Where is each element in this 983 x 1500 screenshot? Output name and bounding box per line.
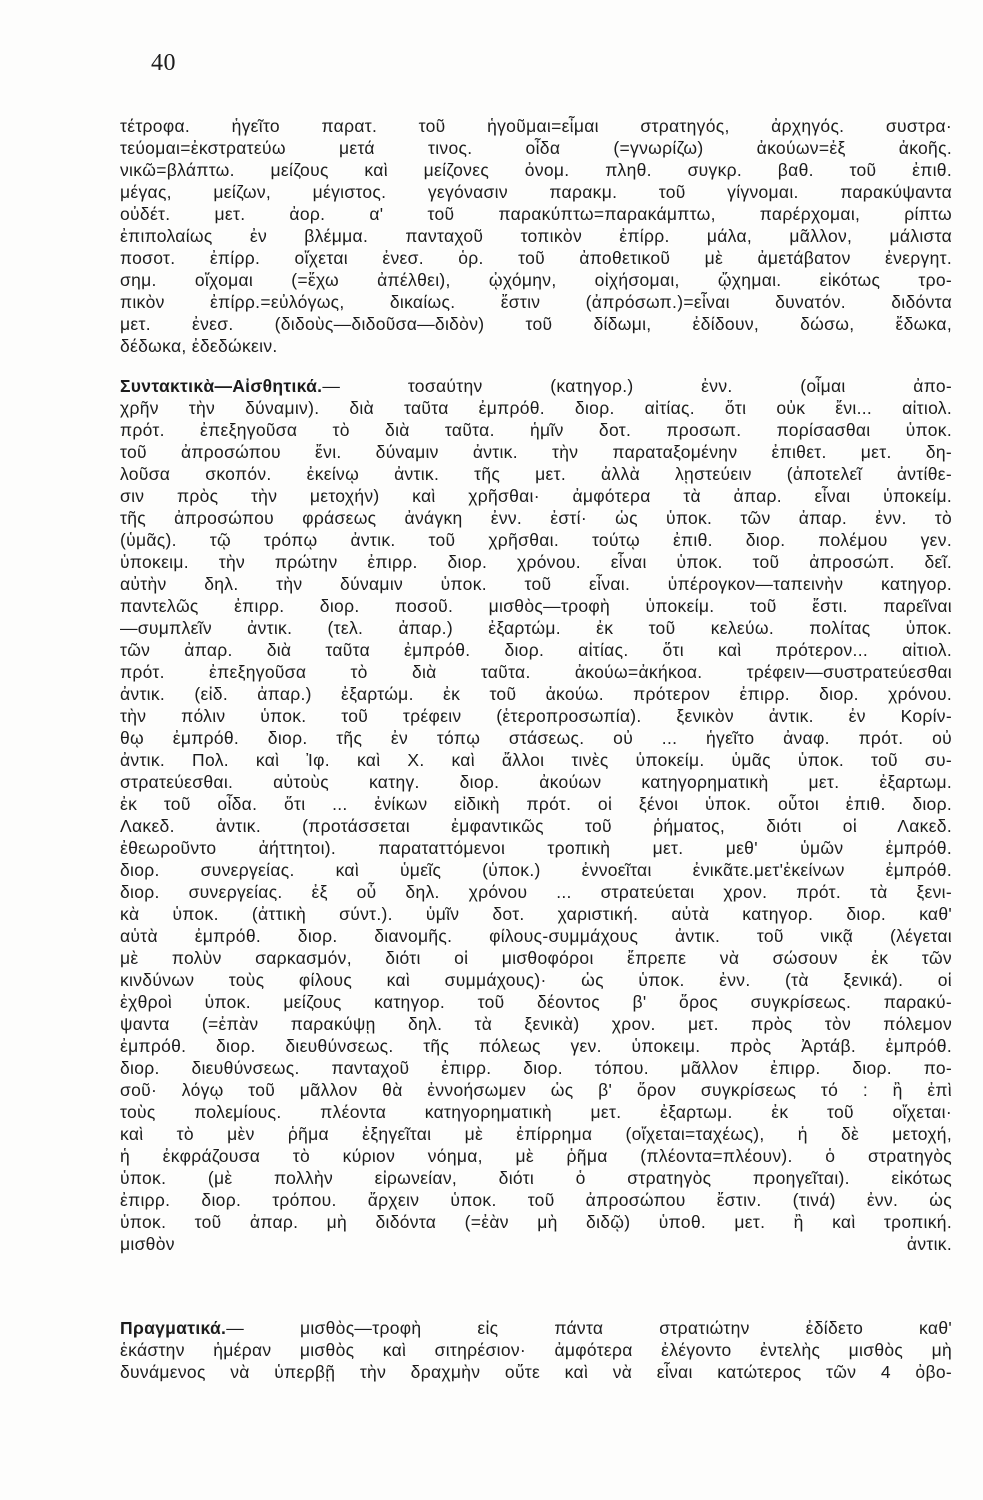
text-line: σημ. οἴχομαι (=ἔχω ἀπέλθει), ᾠχόμην, οἰχήσομαι, ᾤχημαι. εἰκότως τρο- [120, 270, 952, 290]
section-heading: Συντακτικὰ—Αἰσθητικά. [120, 376, 323, 396]
text-line: ἀντικ. Πολ. καὶ Ἰφ. καὶ Χ. καὶ ἄλλοι τινὲς ὑποκείμ. ὑμᾶς ὑποκ. τοῦ συ- [120, 750, 952, 770]
text-line: ἑκάστην ἡμέραν μισθὸς καὶ σιτηρέσιον· ἀμφότερα ἐλέγοντο ἐντελὴς μισθὸς μὴ [120, 1340, 952, 1360]
text-line: ἐθεωροῦντο ἀήττητοι). παραταττόμενοι τροπικὴ μετ. μεθ' ὑμῶν ἐμπρόθ. [120, 838, 952, 858]
text-line: σοῦ· λόγῳ τοῦ μᾶλλον θὰ ἐννοήσωμεν ὡς β' ὅρον συγκρίσεως τό : ἢ ἐπὶ [120, 1080, 952, 1100]
text-line: μέγας, μείζων, μέγιστος. γεγόνασιν παρακμ. τοῦ γίγνομαι. παρακύψαντα [120, 182, 952, 202]
text-line: δυνάμενος νὰ ὑπερβῇ τὴν δραχμὴν οὔτε καὶ νὰ εἶναι κατώτερος τῶν 4 ὀβο- [120, 1362, 952, 1382]
text-line: ἀντικ. (εἰδ. ἀπαρ.) ἐξαρτώμ. ἐκ τοῦ ἀκούω. πρότερον ἐπιρρ. διορ. χρόνου. [120, 684, 952, 704]
text-line: ἐπιπολαίως ἐν βλέμμα. πανταχοῦ τοπικὸν ἐπίρρ. μάλα, μᾶλλον, μάλιστα [120, 226, 952, 246]
text-line: ἐκ τοῦ οἶδα. ὅτι ... ἐνίκων εἰδικὴ πρότ. οἱ ξένοι ὑποκ. οὗτοι ἐπιθ. διορ. [120, 794, 952, 814]
text-line: τέτροφα. ἡγεῖτο παρατ. τοῦ ἡγοῦμαι=εἶμαι στρατηγός, ἀρχηγός. συστρα· [120, 116, 952, 136]
text-line: δέδωκα, ἐδεδώκειν. [120, 336, 278, 356]
text-line: Λακεδ. ἀντικ. (προτάσσεται ἐμφαντικῶς τοῦ ῥήματος, διότι οἱ Λακεδ. [120, 816, 952, 836]
page-number: 40 [151, 50, 176, 76]
text-line: κὰ ὑποκ. (ἀττικὴ σύντ.). ὑμῖν δοτ. χαριστική. αὐτὰ κατηγορ. διορ. καθ' [120, 904, 952, 924]
text-line: ἐπιρρ. διορ. τρόπου. ἄρχειν ὑποκ. τοῦ ἀπροσώπου ἔστιν. (τινά) ἐνν. ὡς [120, 1190, 952, 1210]
text-line: μὲ πολὺν σαρκασμόν, διότι οἱ μισθοφόροι ἔπρεπε νὰ σώσουν ἐκ τῶν [120, 948, 952, 968]
text-line: ὑποκ. τοῦ ἀπαρ. μὴ διδόντα (=ἐὰν μὴ διδῷ) ὑποθ. μετ. ἢ καὶ τροπική. [120, 1212, 952, 1232]
text-line: λοῦσα σκοπόν. ἐκείνῳ ἀντικ. τῆς μετ. ἀλλὰ λῃστεύειν (ἀποτελεῖ ἀντίθε- [120, 464, 952, 484]
text-line: τὴν πόλιν ὑποκ. τοῦ τρέφειν (ἑτεροπροσωπία). ξενικὸν ἀντικ. ἐν Κορίν- [120, 706, 952, 726]
text-line: αὐτὴν δηλ. τὴν δύναμιν ὑποκ. τοῦ εἶναι. ὑπέρογκον—ταπεινὴν κατηγορ. [120, 574, 952, 594]
text-line: νικῶ=βλάπτω. μείζους καὶ μείζονες ὀνομ. πληθ. συγκρ. βαθ. τοῦ ἐπιθ. [120, 160, 952, 180]
text-line: πρότ. ἐπεξηγοῦσα τὸ διὰ ταῦτα. ἡμῖν δοτ. προσωπ. πορίσασθαι ὑποκ. [120, 420, 952, 440]
text-line: σιν πρὸς τὴν μετοχήν) καὶ χρῆσθαι· ἀμφότερα τὰ ἀπαρ. εἶναι ὑποκείμ. [120, 486, 952, 506]
text-line: ψαντα (=ἐπὰν παρακύψῃ δηλ. τὰ ξενικὰ) χρον. μετ. πρὸς τὸν πόλεμον [120, 1014, 952, 1034]
text-line: ἐμπρόθ. διορ. διευθύνσεως. τῆς πόλεως γεν. ὑποκειμ. πρὸς Ἀρτάβ. ἐμπρόθ. [120, 1036, 952, 1056]
text-line: παντελῶς ἐπιρρ. διορ. ποσοῦ. μισθὸς—τροφὴ ὑποκείμ. τοῦ ἔστι. παρεῖναι [120, 596, 952, 616]
text-line: αὑτὰ ἐμπρόθ. διορ. διανομῆς. φίλους-συμμάχους ἀντικ. τοῦ νικᾷ (λέγεται [120, 926, 952, 946]
text-line: στρατεύεσθαι. αὐτοὺς κατηγ. διορ. ἀκούων κατηγορηματικὴ μετ. ἐξαρτωμ. [120, 772, 952, 792]
text-line: ἐχθροὶ ὑποκ. μείζους κατηγορ. τοῦ δέοντος β' ὅρος συγκρίσεως. παρακύ- [120, 992, 952, 1012]
section-heading: Πραγματικά. [120, 1318, 227, 1338]
text-line: τῶν ἀπαρ. διὰ ταῦτα ἐμπρόθ. διορ. αἰτίας. ὅτι καὶ πρότερον... αἰτιολ. [120, 640, 952, 660]
text-line: πρότ. ἐπεξηγοῦσα τὸ διὰ ταῦτα. ἀκούω=ἀκήκοα. τρέφειν—συστρατεύεσθαι [120, 662, 952, 682]
text-line: τῆς ἀπροσώπου φράσεως ἀνάγκη ἐνν. ἐστί· ὡς ὑποκ. τῶν ἀπαρ. ἐνν. τὸ [120, 508, 952, 528]
text-line: τοῦ ἀπροσώπου ἔνι. δύναμιν ἀντικ. τὴν παραταξομένην ἐπιθετ. μετ. δη- [120, 442, 952, 462]
text-line: ὑποκ. (μὲ πολλὴν εἰρωνείαν, διότι ὁ στρατηγὸς προηγεῖται). εἰκότως [120, 1168, 952, 1188]
text-line: —συμπλεῖν ἀντικ. (τελ. ἀπαρ.) ἐξαρτώμ. ἐκ τοῦ κελεύω. πολίτας ὑποκ. [120, 618, 952, 638]
text-line: διορ. συνεργείας. καὶ ὑμεῖς (ὑποκ.) ἐννοεῖται ἐνικᾶτε.μετ'ἐκείνων ἐμπρόθ. [120, 860, 952, 880]
text-line [120, 1317, 952, 1339]
text-line: ὑποκειμ. τὴν πρώτην ἐπιρρ. διορ. χρόνου. εἶναι ὑποκ. τοῦ ἀπροσώπ. δεῖ. [120, 552, 952, 572]
text-line: διορ. συνεργείας. ἐξ οὗ δηλ. χρόνου ... στρατεύεται χρον. πρότ. τὰ ξενι- [120, 882, 952, 902]
text-line: καὶ τὸ μὲν ῥῆμα ἐξηγεῖται μὲ ἐπίρρημα (οἴχεται=ταχέως), ἡ δὲ μετοχή, [120, 1124, 952, 1144]
text-line: τοὺς πολεμίους. πλέοντα κατηγορηματικὴ μετ. ἐξαρτωμ. ἐκ τοῦ οἴχεται· [120, 1102, 952, 1122]
text-line [120, 375, 952, 397]
text-span: — μισθὸς—τροφὴ εἰς πάντα στρατιώτην ἐδίδετο καθ' [226, 1318, 952, 1338]
text-line: θῳ ἐμπρόθ. διορ. τῆς ἐν τόπῳ στάσεως. οὐ ... ἡγεῖτο ἀναφ. πρότ. οὐ [120, 728, 952, 748]
text-line: μετ. ἐνεσ. (διδοὺς—διδοῦσα—διδὸν) τοῦ δίδωμι, ἐδίδουν, δώσω, ἔδωκα, [120, 314, 952, 334]
text-line: ποσοτ. ἐπίρρ. οἴχεται ἐνεσ. ὁρ. τοῦ ἀποθετικοῦ μὲ ἀμετάβατον ἐνεργητ. [120, 248, 952, 268]
text-line: τεύομαι=ἐκστρατεύω μετά τινος. οἶδα (=γνωρίζω) ἀκούων=ἐξ ἀκοῆς. [120, 138, 952, 158]
text-line: (ὑμᾶς). τῷ τρόπῳ ἀντικ. τοῦ χρῆσθαι. τούτῳ ἐπιθ. διορ. πολέμου γεν. [120, 530, 952, 550]
text-line: κινδύνων τοὺς φίλους καὶ συμμάχους)· ὡς ὑποκ. ἐνν. (τὰ ξενικά). οἱ [120, 970, 952, 990]
text-line: ἡ ἐκφράζουσα τὸ κύριον νόημα, μὲ ῥῆμα (πλέοντα=πλέουν). ὁ στρατηγὸς [120, 1146, 952, 1166]
text-line: χρῆν τὴν δύναμιν). διὰ ταῦτα ἐμπρόθ. διορ. αἰτίας. ὅτι οὐκ ἔνι... αἰτιολ. [120, 398, 952, 418]
text-line: διορ. διευθύνσεως. πανταχοῦ ἐπιρρ. διορ. τόπου. μᾶλλον ἐπιρρ. διορ. πο- [120, 1058, 952, 1078]
text-line: πικὸν ἐπίρρ.=εὐλόγως, δικαίως. ἔστιν (ἀπρόσωπ.)=εἶναι δυνατόν. διδόντα [120, 292, 952, 312]
text-line: μισθὸν ἀντικ. [120, 1234, 952, 1254]
text-span: — τοσαύτην (κατηγορ.) ἐνν. (οἶμαι ἀπο- [322, 376, 952, 396]
text-line: οὐδέτ. μετ. ἀορ. α' τοῦ παρακύπτω=παρακάμπτω, παρέρχομαι, ρίπτω [120, 204, 952, 224]
